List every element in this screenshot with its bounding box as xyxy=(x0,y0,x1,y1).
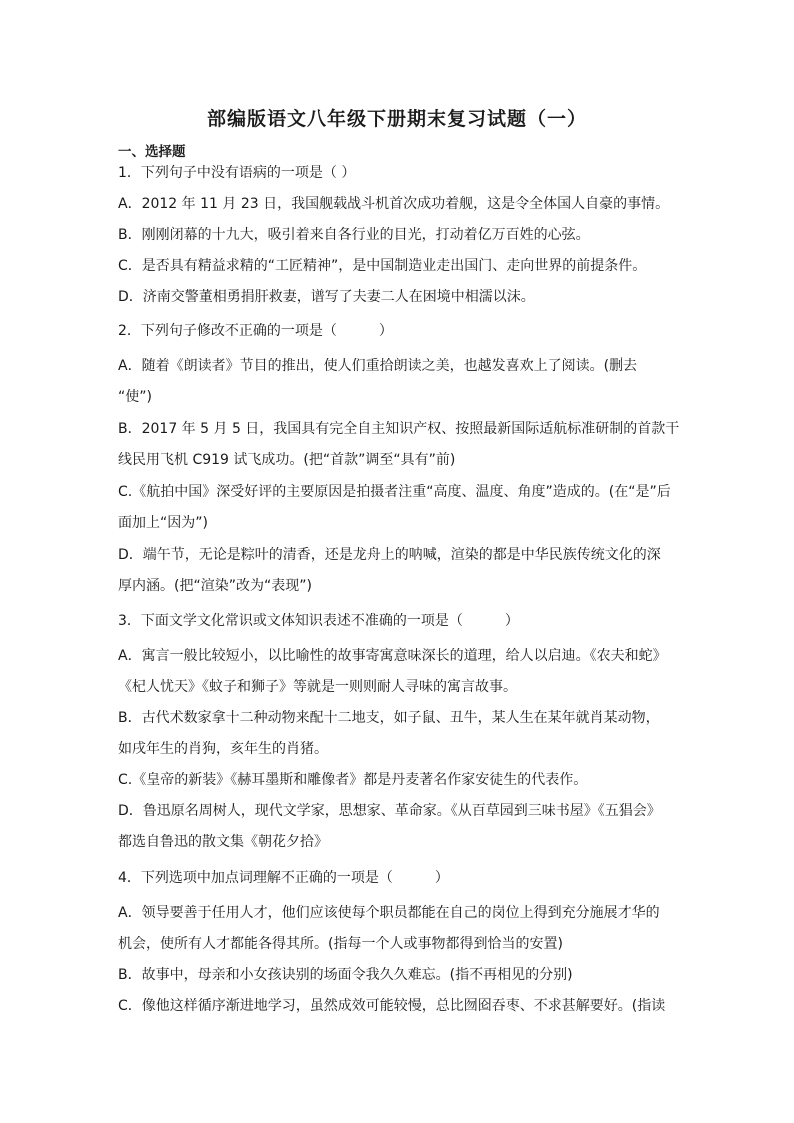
text-line: 厚内涵。(把“渲染”改为“表现”) xyxy=(118,578,312,594)
text-line: 都选自鲁迅的散文集《朝花夕拾》 xyxy=(118,834,328,850)
text-line: 机会，使所有人才都能各得其所。(指每一个人或事物都得到恰当的安置) xyxy=(118,936,563,952)
text-line: 1．下列句子中没有语病的一项是（ ） xyxy=(118,165,356,181)
text-line: 2．下列句子修改不正确的一项是（ ） xyxy=(118,323,393,339)
text-line: C.《皇帝的新装》《赫耳墨斯和雕像者》都是丹麦著名作家安徒生的代表作。 xyxy=(118,772,588,788)
text-line: C.《航拍中国》深受好评的主要原因是拍摄者注重“高度、温度、角度”造成的。(在“是”后 xyxy=(118,484,671,500)
text-line: D．济南交警董相勇捐肝救妻，谱写了夫妻二人在困境中相濡以沫。 xyxy=(118,289,535,305)
text-line: A．随着《朗读者》节目的推出，使人们重拾朗读之美，也越发喜欢上了阅读。(删去 xyxy=(118,358,638,374)
text-line: A．2012 年 11 月 23 日，我国舰载战斗机首次成功着舰，这是令全体国人自豪的事情。 xyxy=(118,196,670,212)
text-line: 3．下面文学文化常识或文体知识表述不准确的一项是（ ） xyxy=(118,613,519,629)
text-line: D．端午节，无论是粽叶的清香，还是龙舟上的呐喊，渲染的都是中华民族传统文化的深 xyxy=(118,547,661,563)
page-title: 部编版语文八年级下册期末复习试题（一） xyxy=(206,108,587,130)
text-line: C．像他这样循序渐进地学习，虽然成效可能较慢，总比囫囵吞枣、不求甚解要好。(指读 xyxy=(118,998,666,1014)
text-line: 线民用飞机 C919 试飞成功。(把“首款”调至“具有”前) xyxy=(118,452,456,468)
text-line: C．是否具有精益求精的“工匠精神”，是中国制造业走出国门、走向世界的前提条件。 xyxy=(118,258,647,274)
text-line: 面加上“因为”) xyxy=(118,515,208,531)
text-line: B．故事中，母亲和小女孩诀别的场面令我久久难忘。(指不再相见的分别) xyxy=(118,967,573,983)
text-line: 如戌年生的肖狗，亥年生的肖猪。 xyxy=(118,741,328,757)
text-line: B．2017 年 5 月 5 日，我国具有完全自主知识产权、按照最新国际适航标准研制的首款干 xyxy=(118,421,680,437)
section-heading: 一、选择题 xyxy=(118,144,186,160)
text-line: B．古代术数家拿十二种动物来配十二地支，如子鼠、丑牛，某人生在某年就肖某动物， xyxy=(118,710,660,726)
text-line: A．领导要善于任用人才，他们应该使每个职员都能在自己的岗位上得到充分施展才华的 xyxy=(118,905,660,921)
text-line: “使”) xyxy=(118,389,152,405)
text-line: D．鲁迅原名周树人，现代文学家，思想家、革命家。《从百草园到三味书屋》《五猖会》 xyxy=(118,803,661,819)
text-line: 《杞人忧天》《蚊子和狮子》等就是一则则耐人寻味的寓言故事。 xyxy=(118,679,517,695)
text-line: B．刚刚闭幕的十九大，吸引着来自各行业的目光，打动着亿万百姓的心弦。 xyxy=(118,227,590,243)
text-line: A．寓言一般比较短小，以比喻性的故事寄寓意味深长的道理，给人以启迪。《农夫和蛇》 xyxy=(118,648,667,664)
text-line: 4．下列选项中加点词理解不正确的一项是（ ） xyxy=(118,870,449,886)
